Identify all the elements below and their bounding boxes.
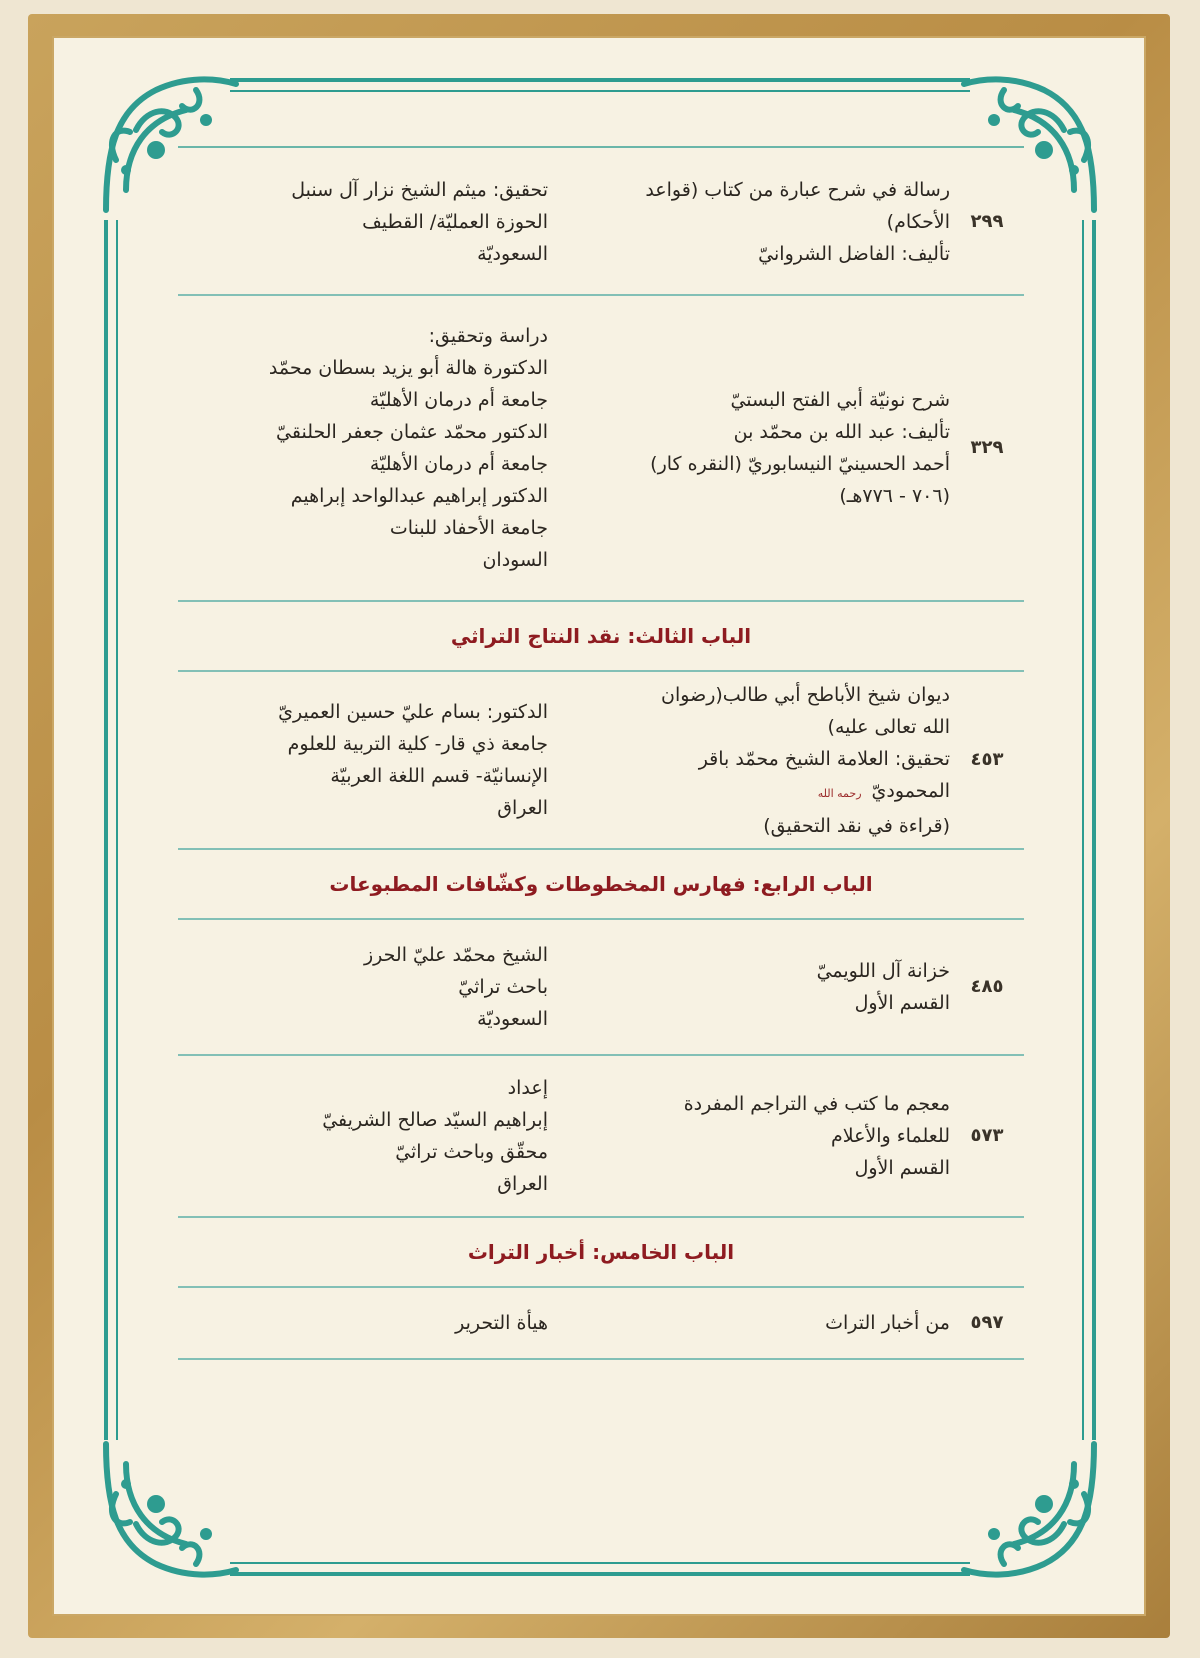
page-number: ٤٥٣ [970,749,1004,770]
credit-line: محقّق وباحث تراثيّ [395,1141,548,1163]
entry-title [610,384,950,512]
credit-line: دراسة وتحقيق: [428,325,548,347]
entry-divider [178,1216,1024,1218]
corner-ornament-bottom-right [954,1434,1104,1584]
section-heading-4: الباب الرابع: فهارس المخطوطات وكشّافات المطبوعات [329,872,873,896]
entry-credit [178,1307,548,1339]
credit-line: السعوديّة [477,1008,548,1030]
page-number: ٥٩٧ [970,1312,1004,1333]
credit-line: جامعة ذي قار- كلية التربية للعلوم [287,733,548,755]
entry-title [610,1088,950,1184]
credit-line: الدكتور إبراهيم عبدالواحد إبراهيم [290,485,548,507]
title-line: خزانة آل اللويميّ [816,960,950,982]
entry-divider [178,1358,1024,1360]
credit-line: الإنسانيّة- قسم اللغة العربيّة [330,765,548,787]
border-line-left-inner [116,220,118,1440]
entry-divider [178,600,1024,602]
title-line-text: المحموديّ [871,779,950,802]
title-line: تأليف: الفاضل الشروانيّ [758,243,950,265]
page-number: ٣٢٩ [970,437,1004,458]
page-number: ٤٨٥ [970,976,1004,997]
title-line: تحقيق: العلامة الشيخ محمّد باقر [698,747,950,770]
border-line-right [1092,220,1096,1440]
inner-rule-top [178,146,1024,148]
entry-title [610,955,950,1019]
credit-line: جامعة أم درمان الأهليّة [369,389,548,411]
credit-line: باحث تراثيّ [458,976,548,998]
entry-credit [178,1072,548,1200]
toc-entry[interactable] [178,672,1024,848]
toc-entry[interactable] [178,150,1024,294]
title-line: (٧٠٦ - ٧٧٦هـ) [839,485,950,507]
toc-entry[interactable] [178,1288,1024,1358]
credit-line: العراق [497,1173,548,1195]
entry-divider [178,848,1024,850]
credit-line: الدكتور: بسام عليّ حسين العميريّ [278,701,548,723]
entry-credit [178,696,548,824]
credit-line: إبراهيم السيّد صالح الشريفيّ [322,1109,548,1131]
border-line-left [104,220,108,1440]
credit-line: إعداد [507,1077,548,1099]
honorific-ligature: رحمه الله [817,786,862,800]
title-line: من أخبار التراث [825,1312,950,1334]
entry-title [610,679,950,842]
entry-title [610,174,950,270]
border-line-top-inner [230,90,970,92]
corner-ornament-bottom-left [96,1434,246,1584]
credit-line: الحوزة العمليّة/ القطيف [362,211,548,233]
title-line: شرح نونيّة أبي الفتح البستيّ [730,389,950,411]
toc-entry[interactable] [178,296,1024,600]
title-line: أحمد الحسينيّ النيسابوريّ (النقره كار) [650,453,950,475]
entry-title [610,1307,950,1339]
entry-divider [178,1054,1024,1056]
credit-line: جامعة الأحفاد للبنات [389,517,548,539]
section-heading-5: الباب الخامس: أخبار التراث [467,1240,735,1264]
toc-entry[interactable] [178,1056,1024,1216]
credit-line: السعوديّة [477,243,548,265]
title-line: تأليف: عبد الله بن محمّد بن [733,421,950,443]
title-line: (قراءة في نقد التحقيق) [763,814,950,837]
title-line: رسالة في شرح عبارة من كتاب (قواعد [645,179,950,201]
section-heading-3: الباب الثالث: نقد النتاج التراثي [450,624,752,648]
credit-line: الدكتور محمّد عثمان جعفر الحلنقيّ [276,421,548,443]
entry-divider [178,670,1024,672]
table-of-contents [178,150,1024,1360]
border-line-bottom-inner [230,1562,970,1564]
title-line: القسم الأول [854,992,950,1014]
credit-line: جامعة أم درمان الأهليّة [369,453,548,475]
title-line: ديوان شيخ الأباطح أبي طالب(رضوان [661,683,950,706]
border-line-bottom [230,1572,970,1576]
page-number: ٥٧٣ [970,1125,1004,1146]
border-line-top [230,78,970,82]
entry-divider [178,1286,1024,1288]
credit-line: العراق [497,797,548,819]
title-line: للعلماء والأعلام [830,1125,950,1147]
entry-divider [178,294,1024,296]
credit-line: الدكتورة هالة أبو يزيد بسطان محمّد [268,357,548,379]
border-line-right-inner [1082,220,1084,1440]
title-line: القسم الأول [854,1157,950,1179]
entry-credit [178,939,548,1035]
title-line [610,775,950,810]
title-line: معجم ما كتب في التراجم المفردة [683,1093,950,1115]
title-line: الأحكام) [886,211,950,233]
toc-entry[interactable] [178,920,1024,1054]
credit-line: هيأة التحرير [455,1312,548,1334]
entry-credit [178,174,548,270]
page-number: ٢٩٩ [970,211,1004,232]
credit-line: الشيخ محمّد عليّ الحرز [364,944,548,966]
entry-divider [178,918,1024,920]
credit-line: السودان [482,549,548,571]
title-line: الله تعالى عليه) [827,715,950,738]
credit-line: تحقيق: ميثم الشيخ نزار آل سنبل [291,179,548,201]
entry-credit [178,320,548,576]
